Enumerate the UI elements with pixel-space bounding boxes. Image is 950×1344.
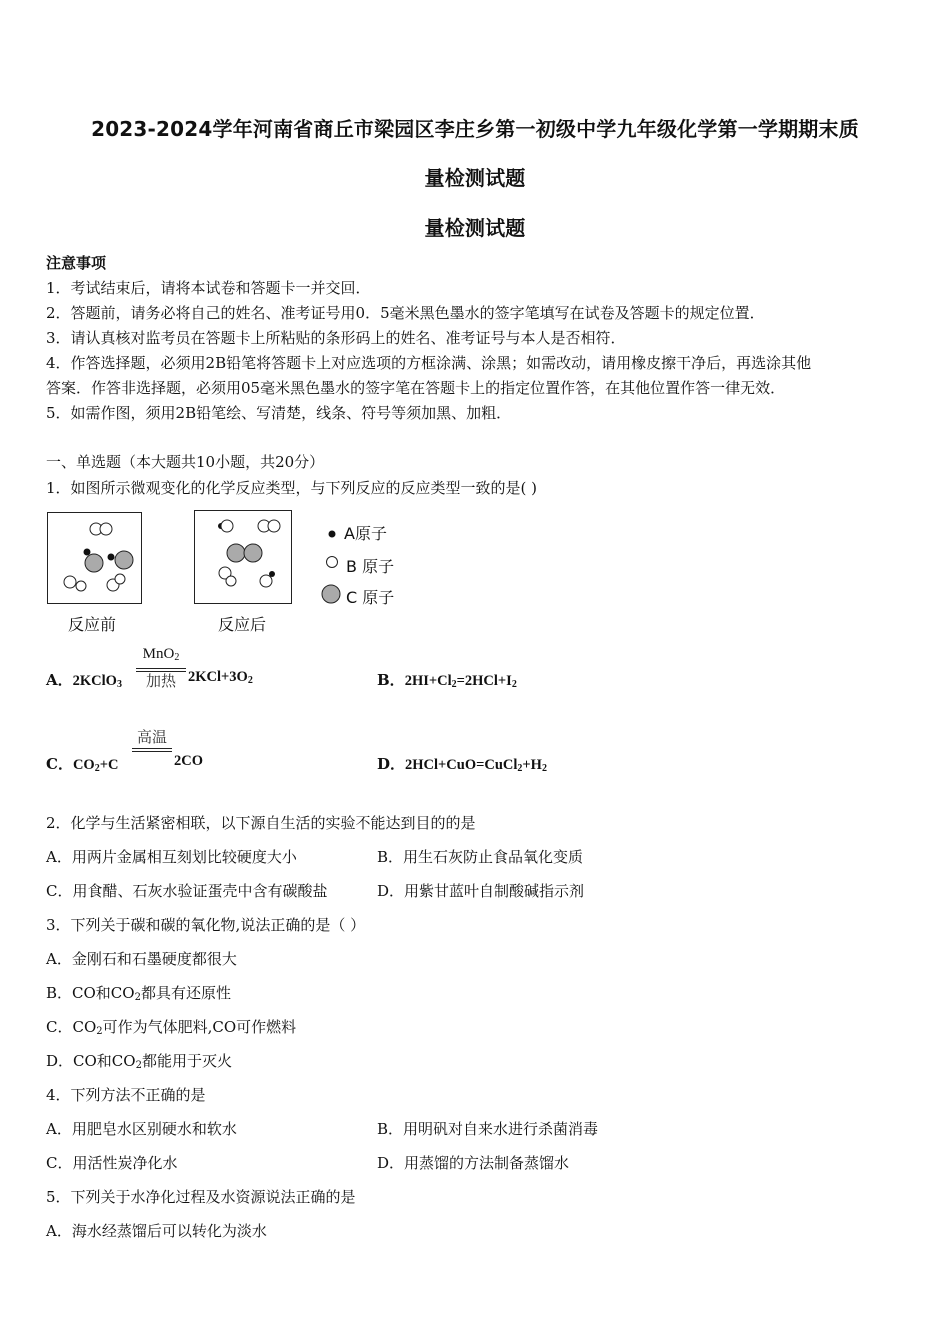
- q3-option-c[interactable]: C．$CO_2$可作为气体肥料,CO可作燃料: [46, 1018, 297, 1037]
- before-label: 反应前: [68, 615, 117, 634]
- q1a-condition: MnO$_2$ 加热: [136, 645, 186, 692]
- q3-option-a[interactable]: A．金刚石和石墨硬度都很大: [46, 950, 237, 968]
- after-label: 反应后: [218, 615, 267, 634]
- after-box: [194, 510, 292, 604]
- q4-option-c[interactable]: C．用活性炭净化水: [46, 1154, 178, 1172]
- q1-option-d[interactable]: D．$2HCl+CuO=CuCl_2+H_2$: [377, 755, 547, 774]
- q1-option-a[interactable]: A．2KClO$_3$: [46, 671, 122, 690]
- q3-stem: 3．下列关于碳和碳的氧化物,说法正确的是（ ）: [46, 916, 366, 934]
- q4-option-b[interactable]: B．用明矾对自来水进行杀菌消毒: [377, 1120, 599, 1138]
- q5-stem: 5．下列关于水净化过程及水资源说法正确的是: [46, 1188, 356, 1206]
- q2-stem: 2．化学与生活紧密相联，以下源自生活的实验不能达到目的的是: [46, 814, 476, 832]
- q1c-products: 2CO: [174, 753, 203, 769]
- notice-item-3: 3．请认真核对监考员在答题卡上所粘贴的条形码上的姓名、准考证号与本人是否相符．: [46, 329, 626, 347]
- legend-b: B 原子: [346, 557, 395, 576]
- q2-option-a[interactable]: A．用两片金属相互刻划比较硬度大小: [46, 848, 297, 866]
- q1-stem: 1．如图所示微观变化的化学反应类型，与下列反应的反应类型一致的是( ): [46, 479, 538, 497]
- q1c-condition: 高温: [132, 729, 172, 753]
- notice-item-1: 1．考试结束后，请将本试卷和答题卡一并交回．: [46, 279, 371, 297]
- q2-option-c[interactable]: C．用食醋、石灰水验证蛋壳中含有碳酸盐: [46, 882, 328, 900]
- q4-option-a[interactable]: A．用肥皂水区别硬水和软水: [46, 1120, 237, 1138]
- before-particles: [48, 513, 141, 603]
- after-particles: [195, 511, 291, 603]
- exam-title-line3: 量检测试题: [424, 216, 526, 240]
- q2-option-d[interactable]: D．用紫甘蓝叶自制酸碱指示剂: [377, 882, 585, 900]
- legend-c: C 原子: [346, 588, 395, 607]
- q2-option-b[interactable]: B．用生石灰防止食品氧化变质: [377, 848, 584, 866]
- q1-option-c[interactable]: C．$CO_2+C$: [46, 755, 119, 774]
- notice-item-5: 5．如需作图，须用2B铅笔绘、写清楚，线条、符号等须加黑、加粗．: [46, 404, 512, 422]
- c-atom-icon: [322, 585, 340, 603]
- q1a-products: $2KCl+3O_2$: [188, 669, 253, 686]
- a-atom-icon: [329, 531, 336, 538]
- before-box: [47, 512, 142, 604]
- legend-a: A原子: [344, 524, 387, 543]
- q3-option-b[interactable]: B．CO和$CO_2$都具有还原性: [46, 984, 231, 1003]
- exam-title-line2: 量检测试题: [424, 166, 526, 190]
- exam-title-line1: 2023-2024学年河南省商丘市梁园区李庄乡第一初级中学九年级化学第一学期期末质: [91, 117, 859, 141]
- b-atom-icon: [327, 557, 338, 568]
- q3-option-d[interactable]: D．CO和$CO_2$都能用于灭火: [46, 1052, 232, 1071]
- notice-item-4: 4．作答选择题，必须用2B铅笔将答题卡上对应选项的方框涂满、涂黑；如需改动，请用橡皮擦干净后，再选涂其他: [46, 354, 812, 372]
- q5-option-a[interactable]: A．海水经蒸馏后可以转化为淡水: [46, 1222, 267, 1240]
- notice-item-4-cont: 答案．作答非选择题，必须用05毫米黑色墨水的签字笔在答题卡上的指定位置作答，在其他位置作答一律无效．: [46, 379, 786, 397]
- q4-stem: 4．下列方法不正确的是: [46, 1086, 206, 1104]
- q1-option-b[interactable]: B．$2HI+Cl_2=2HCl+I_2$: [377, 671, 517, 690]
- section-heading: 一、单选题（本大题共10小题，共20分）: [46, 453, 325, 471]
- notice-heading: 注意事项: [46, 254, 107, 272]
- q4-option-d[interactable]: D．用蒸馏的方法制备蒸馏水: [377, 1154, 570, 1172]
- notice-item-2: 2．答题前，请务必将自己的姓名、准考证号用0．5毫米黑色墨水的签字笔填写在试卷及答题卡的规定位置．: [46, 304, 765, 322]
